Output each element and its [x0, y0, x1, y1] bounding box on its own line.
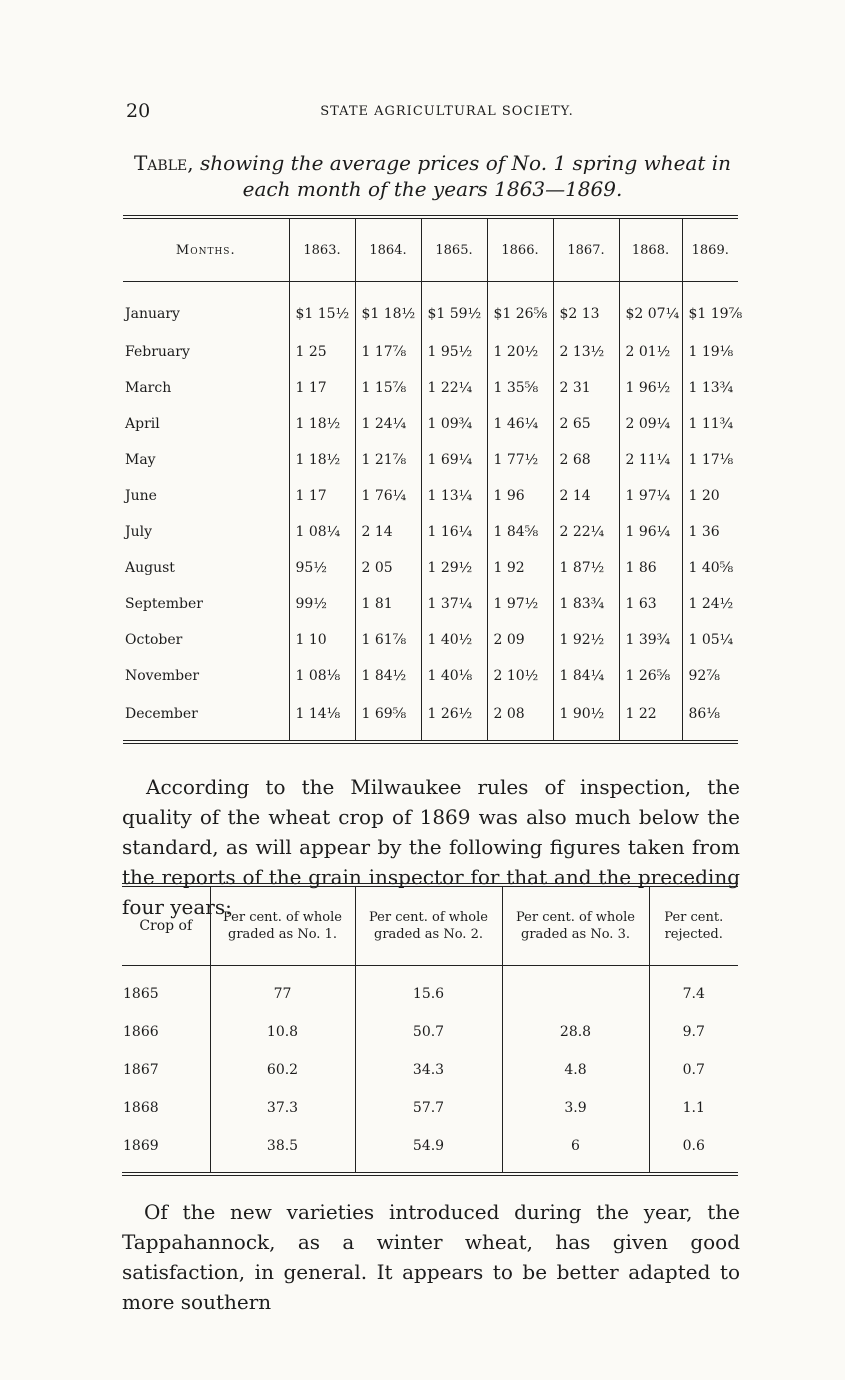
price-cell: 2 14 [355, 514, 421, 550]
month-label: February [125, 344, 190, 360]
price-cell: 1 19⅛ [682, 334, 738, 370]
month-label: March [125, 380, 172, 396]
price-cell: 86⅛ [682, 694, 738, 742]
price-cell: 92⅞ [682, 658, 738, 694]
price-cell: 1 26½ [421, 694, 487, 742]
year-column-header: 1868. [619, 217, 682, 282]
price-cell: $2 13 [553, 282, 619, 335]
grade-percentage-table [122, 883, 738, 1176]
percentage-cell: 6 [502, 1127, 649, 1174]
price-cell: 1 29½ [421, 550, 487, 586]
caption-text: showing the average prices of No. 1 spring wheat in each month of the years 1863—1869. [199, 151, 732, 201]
price-cell: 2 05 [355, 550, 421, 586]
price-cell: 1 96¼ [619, 514, 682, 550]
month-label: April [125, 416, 160, 432]
percentage-cell: 38.5 [210, 1127, 355, 1174]
wheat-price-table [123, 215, 743, 744]
price-row [123, 370, 738, 406]
percentage-cell: 50.7 [355, 1013, 502, 1051]
price-cell: 1 35⅝ [487, 370, 553, 406]
running-title: STATE AGRICULTURAL SOCIETY. [320, 104, 574, 119]
price-cell: 1 69⅝ [355, 694, 421, 742]
price-row [123, 442, 738, 478]
percentage-cell: 28.8 [502, 1013, 649, 1051]
price-cell: 2 13½ [553, 334, 619, 370]
price-cell: 1 92 [487, 550, 553, 586]
percentage-cell: 9.7 [649, 1013, 738, 1051]
price-cell: 1 95½ [421, 334, 487, 370]
price-cell: 1 40⅝ [682, 550, 738, 586]
price-cell: $1 26⅝ [487, 282, 553, 335]
year-column-header: 1864. [355, 217, 421, 282]
price-cell: 1 26⅝ [619, 658, 682, 694]
percentage-cell: 34.3 [355, 1051, 502, 1089]
price-cell: 1 69¼ [421, 442, 487, 478]
new-varieties-paragraph: Of the new varieties introduced during the year, the Tappahannock, as a winter wheat, has given good satisfaction, in general. It appears to be better adapted to more southern [122, 1200, 740, 1314]
price-cell: 1 36 [682, 514, 738, 550]
price-cell: 1 86 [619, 550, 682, 586]
price-cell: 1 40⅛ [421, 658, 487, 694]
price-cell: 1 83¾ [553, 586, 619, 622]
price-row [123, 622, 738, 658]
crop-year: 1866 [123, 1024, 159, 1040]
crop-year: 1869 [123, 1138, 159, 1154]
percentage-cell: 0.6 [649, 1127, 738, 1174]
price-cell: 1 22¼ [421, 370, 487, 406]
price-cell: $1 15½ [289, 282, 355, 335]
month-label: November [125, 668, 200, 684]
price-cell: 1 77½ [487, 442, 553, 478]
percentage-cell: 1.1 [649, 1089, 738, 1127]
price-cell: 1 97½ [487, 586, 553, 622]
price-cell: 2 14 [553, 478, 619, 514]
price-cell: 95½ [289, 550, 355, 586]
crop-column-header: Crop of [122, 885, 210, 966]
price-row [123, 478, 738, 514]
price-cell: 1 08¼ [289, 514, 355, 550]
price-cell: 1 84½ [355, 658, 421, 694]
grade-row [122, 966, 738, 1014]
price-cell: 1 16¼ [421, 514, 487, 550]
price-cell: 1 61⅞ [355, 622, 421, 658]
year-column-header: 1867. [553, 217, 619, 282]
price-cell: 1 84⅝ [487, 514, 553, 550]
price-cell: 1 17 [289, 370, 355, 406]
price-cell: 1 84¼ [553, 658, 619, 694]
price-cell: $1 59½ [421, 282, 487, 335]
percentage-column-header: Per cent. of whole graded as No. 3. [502, 885, 649, 966]
price-cell: 1 96½ [619, 370, 682, 406]
price-cell: 2 01½ [619, 334, 682, 370]
percentage-cell: 4.8 [502, 1051, 649, 1089]
percentage-column-header: Per cent. rejected. [649, 885, 738, 966]
price-row [123, 334, 738, 370]
price-cell: 2 09¼ [619, 406, 682, 442]
percentage-cell: 60.2 [210, 1051, 355, 1089]
percentage-column-header: Per cent. of whole graded as No. 2. [355, 885, 502, 966]
percentage-cell [502, 966, 649, 1014]
price-cell: 1 05¼ [682, 622, 738, 658]
price-row [123, 550, 738, 586]
table-caption [120, 150, 745, 202]
price-cell: 1 81 [355, 586, 421, 622]
percentage-cell: 0.7 [649, 1051, 738, 1089]
page-header [126, 100, 738, 130]
price-cell: 1 40½ [421, 622, 487, 658]
price-cell: 1 76¼ [355, 478, 421, 514]
month-label: August [125, 560, 175, 576]
price-cell: $2 07¼ [619, 282, 682, 335]
month-label: September [125, 596, 203, 612]
price-cell: $1 19⅞ [682, 282, 738, 335]
price-cell: 1 17⅞ [355, 334, 421, 370]
price-cell: 1 13¾ [682, 370, 738, 406]
price-cell: 1 21⅞ [355, 442, 421, 478]
percentage-cell: 3.9 [502, 1089, 649, 1127]
price-cell: 2 09 [487, 622, 553, 658]
grade-row [122, 1051, 738, 1089]
crop-year: 1867 [123, 1062, 159, 1078]
price-cell: 1 10 [289, 622, 355, 658]
price-cell: 1 18½ [289, 406, 355, 442]
price-cell: 2 68 [553, 442, 619, 478]
percentage-cell: 57.7 [355, 1089, 502, 1127]
year-column-header: 1869. [682, 217, 738, 282]
month-label: December [125, 706, 198, 722]
price-cell: 1 09¾ [421, 406, 487, 442]
price-cell: 1 13¼ [421, 478, 487, 514]
percentage-cell: 54.9 [355, 1127, 502, 1174]
price-cell: 99½ [289, 586, 355, 622]
price-cell: 1 08⅛ [289, 658, 355, 694]
month-label: October [125, 632, 183, 648]
price-cell: 1 18½ [289, 442, 355, 478]
year-column-header: 1866. [487, 217, 553, 282]
price-cell: 1 24½ [682, 586, 738, 622]
price-cell: 1 15⅞ [355, 370, 421, 406]
percentage-column-header: Per cent. of whole graded as No. 1. [210, 885, 355, 966]
grade-table-header-row [122, 885, 738, 966]
milwaukee-inspection-paragraph: According to the Milwaukee rules of inspection, the quality of the wheat crop of 1869 was also much below the standard, as will appear by the following figures taken from the reports of the grain inspector for that and the preceding four years: [122, 775, 740, 919]
price-row [123, 694, 738, 742]
price-cell: 1 17⅛ [682, 442, 738, 478]
price-cell: 1 14⅛ [289, 694, 355, 742]
price-row [123, 282, 738, 335]
price-cell: $1 18½ [355, 282, 421, 335]
price-cell: 2 10½ [487, 658, 553, 694]
grade-row [122, 1089, 738, 1127]
percentage-cell: 10.8 [210, 1013, 355, 1051]
price-cell: 1 37¼ [421, 586, 487, 622]
price-cell: 1 11¾ [682, 406, 738, 442]
percentage-cell: 15.6 [355, 966, 502, 1014]
price-row [123, 514, 738, 550]
price-cell: 2 22¼ [553, 514, 619, 550]
price-cell: 1 17 [289, 478, 355, 514]
price-cell: 2 08 [487, 694, 553, 742]
price-cell: 1 20 [682, 478, 738, 514]
price-cell: 1 63 [619, 586, 682, 622]
crop-year: 1865 [123, 986, 159, 1002]
price-cell: 1 25 [289, 334, 355, 370]
price-row [123, 406, 738, 442]
grade-row [122, 1013, 738, 1051]
price-cell: 1 39¾ [619, 622, 682, 658]
price-cell: 1 24¼ [355, 406, 421, 442]
price-row [123, 586, 738, 622]
price-cell: 1 92½ [553, 622, 619, 658]
crop-year: 1868 [123, 1100, 159, 1116]
price-cell: 2 11¼ [619, 442, 682, 478]
year-column-header: 1865. [421, 217, 487, 282]
percentage-cell: 7.4 [649, 966, 738, 1014]
price-cell: 1 20½ [487, 334, 553, 370]
price-cell: 2 31 [553, 370, 619, 406]
price-cell: 1 96 [487, 478, 553, 514]
caption-lead: Table, [133, 151, 194, 175]
month-label: May [125, 452, 156, 468]
month-label: June [125, 488, 157, 504]
price-cell: 1 22 [619, 694, 682, 742]
price-cell: 1 46¼ [487, 406, 553, 442]
percentage-cell: 37.3 [210, 1089, 355, 1127]
price-cell: 1 87½ [553, 550, 619, 586]
page-number: 20 [126, 100, 151, 122]
price-cell: 1 97¼ [619, 478, 682, 514]
month-label: January [125, 306, 180, 322]
price-cell: 2 65 [553, 406, 619, 442]
month-label: July [125, 524, 153, 540]
year-column-header: 1863. [289, 217, 355, 282]
grade-row [122, 1127, 738, 1174]
price-cell: 1 90½ [553, 694, 619, 742]
price-table-header-row [123, 217, 738, 282]
percentage-cell: 77 [210, 966, 355, 1014]
price-row [123, 658, 738, 694]
months-column-header: Months. [123, 217, 289, 282]
